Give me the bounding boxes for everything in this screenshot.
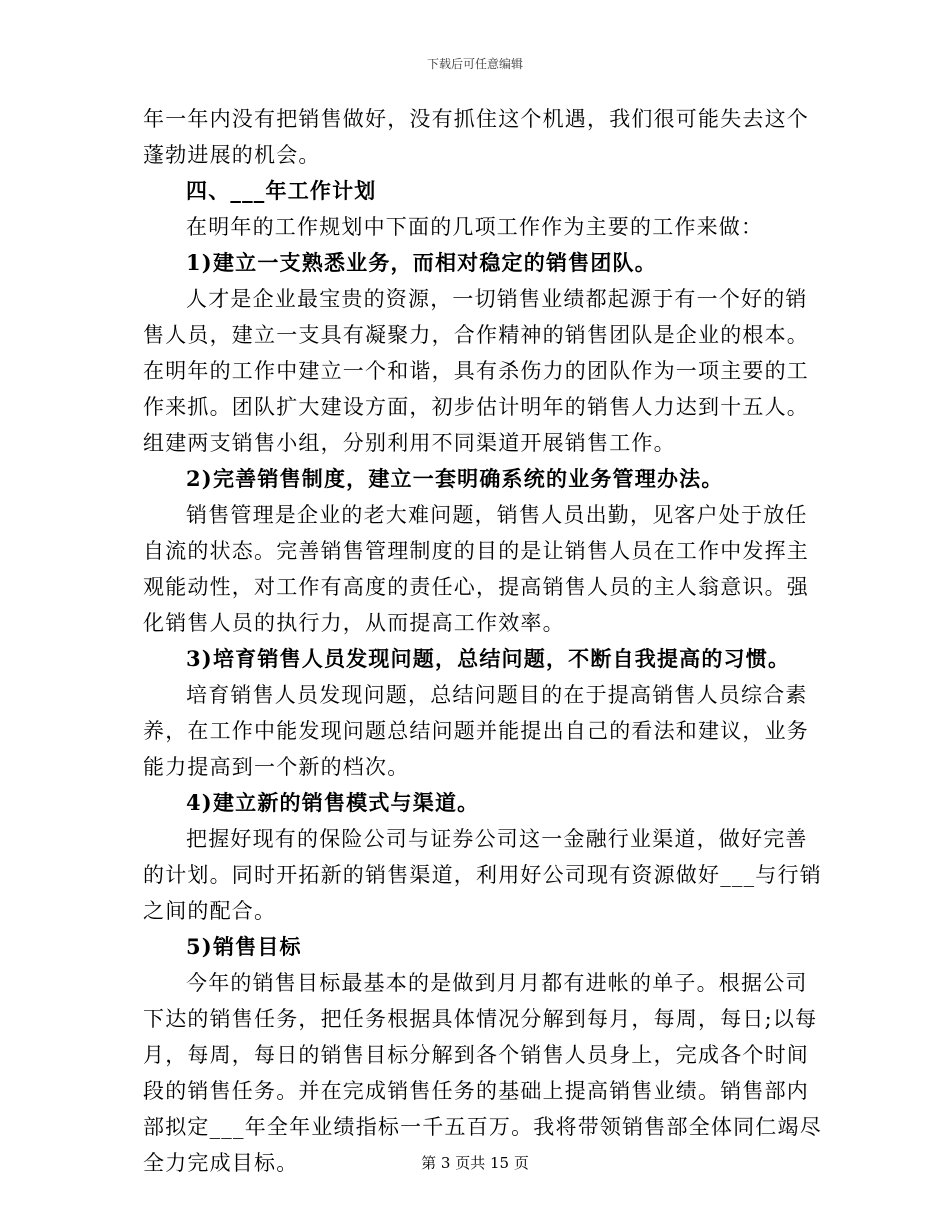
paragraph-line: 部拟定___年全年业绩指标一千五百万。我将带领销售部全体同仁竭尽 bbox=[143, 1115, 822, 1139]
paragraph-line: 人才是企业最宝贵的资源，一切销售业绩都起源于有一个好的销 bbox=[186, 287, 808, 311]
paragraph-line: 能力提高到一个新的档次。 bbox=[143, 755, 410, 779]
subheading-2: 2)完善销售制度，建立一套明确系统的业务管理办法。 bbox=[186, 466, 724, 491]
subheading-4: 4)建立新的销售模式与渠道。 bbox=[186, 790, 480, 815]
paragraph-line: 下达的销售任务，把任务根据具体情况分解到每月，每周，每日;以每 bbox=[143, 1007, 818, 1031]
paragraph-line: 组建两支销售小组，分别利用不同渠道开展销售工作。 bbox=[143, 431, 676, 455]
paragraph-line: 的计划。同时开拓新的销售渠道，利用好公司现有资源做好___与行销 bbox=[143, 863, 822, 887]
page-footer: 第 3 页共 15 页 bbox=[421, 1154, 529, 1172]
paragraph-line: 段的销售任务。并在完成销售任务的基础上提高销售业绩。销售部内 bbox=[143, 1079, 809, 1103]
subheading-5: 5)销售目标 bbox=[186, 934, 302, 959]
paragraph-line: 培育销售人员发现问题，总结问题目的在于提高销售人员综合素 bbox=[186, 683, 808, 707]
paragraph-line: 售人员，建立一支具有凝聚力，合作精神的销售团队是企业的根本。 bbox=[143, 323, 809, 347]
document-body bbox=[143, 101, 822, 1181]
subheading-3: 3)培育销售人员发现问题，总结问题，不断自我提高的习惯。 bbox=[186, 646, 791, 671]
paragraph-line: 把握好现有的保险公司与证券公司这一金融行业渠道，做好完善 bbox=[186, 827, 808, 851]
paragraph-line: 自流的状态。完善销售管理制度的目的是让销售人员在工作中发挥主 bbox=[143, 539, 809, 563]
paragraph-line: 化销售人员的执行力，从而提高工作效率。 bbox=[143, 611, 565, 635]
paragraph-line: 养，在工作中能发现问题总结问题并能提出自己的看法和建议，业务 bbox=[143, 719, 809, 743]
paragraph-line: 观能动性，对工作有高度的责任心，提高销售人员的主人翁意识。强 bbox=[143, 575, 809, 599]
paragraph-line: 今年的销售目标最基本的是做到月月都有进帐的单子。根据公司 bbox=[186, 971, 808, 995]
paragraph-line: 年一年内没有把销售做好，没有抓住这个机遇，我们很可能失去这个 bbox=[143, 107, 809, 131]
paragraph-line: 销售管理是企业的老大难问题，销售人员出勤，见客户处于放任 bbox=[186, 503, 808, 527]
paragraph-line: 在明年的工作规划中下面的几项工作作为主要的工作来做： bbox=[186, 215, 764, 239]
page-header: 下载后可任意编辑 bbox=[426, 57, 523, 71]
paragraph-line: 月，每周，每日的销售目标分解到各个销售人员身上，完成各个时间 bbox=[143, 1043, 809, 1067]
paragraph-line: 之间的配合。 bbox=[143, 899, 277, 923]
paragraph-line: 在明年的工作中建立一个和谐，具有杀伤力的团队作为一项主要的工 bbox=[143, 359, 809, 383]
subheading-1: 1)建立一支熟悉业务，而相对稳定的销售团队。 bbox=[186, 250, 657, 275]
paragraph-line: 全力完成目标。 bbox=[143, 1151, 299, 1175]
section-heading: 四、___年工作计划 bbox=[186, 178, 377, 203]
paragraph-line: 作来抓。团队扩大建设方面，初步估计明年的销售人力达到十五人。 bbox=[143, 395, 809, 419]
paragraph-line: 蓬勃进展的机会。 bbox=[143, 143, 321, 167]
